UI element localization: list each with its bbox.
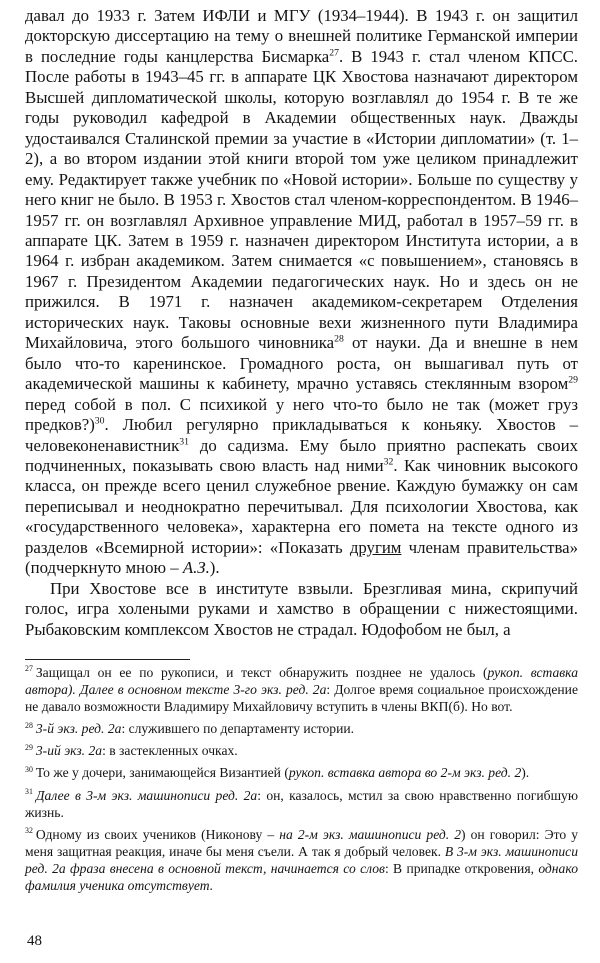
footnote-ref-29[interactable]: 29 bbox=[568, 374, 578, 386]
paragraph-2: При Хвостове все в институте взвыли. Брезгливая мина, скрипучий голос, игра холеными руками и хамство в обращении с нижестоящими. Рыбаковским комплексом Хвостов не страдал. Юдофобом не был, а bbox=[25, 578, 578, 639]
footnote-number: 27 bbox=[25, 664, 33, 674]
footnote-29: $^{29}$ 3-ий экз. 2а: в застекленных очках. bbox=[25, 742, 238, 759]
footnote-number: 31 bbox=[25, 787, 33, 797]
footnote-27: $^{27}$ Защищал он ее по рукописи, и текст обнаружить позднее не удалось (рукоп. вставка автора). Далее в основном тексте 3-го экз. ред. 2а: Долгое время социальное происхождение не давало возможности Владимиру Михайловичу вступить в члены ВКП(б). Но вот. bbox=[25, 664, 579, 715]
main-text bbox=[25, 6, 578, 640]
footnote-number: 29 bbox=[25, 742, 33, 752]
footnote-30: $^{30}$ То же у дочери, занимающейся Византией (рукоп. вставка автора во 2-м экз. ред. 2). bbox=[25, 764, 530, 781]
footnote-ref-32[interactable]: 32 bbox=[383, 456, 394, 468]
footnote-number: 32 bbox=[25, 826, 33, 836]
footnote-separator bbox=[25, 659, 190, 660]
underlined-word: другим bbox=[349, 537, 402, 557]
footnote-ref-28[interactable]: 28 bbox=[334, 333, 344, 345]
footnote-ref-30[interactable]: 30 bbox=[94, 415, 105, 427]
footnote-28: $^{28}$ 3-й экз. ред. 2а: служившего по департаменту истории. bbox=[25, 720, 355, 737]
footnotes bbox=[25, 664, 578, 899]
footnote-ref-27[interactable]: 27 bbox=[329, 47, 339, 59]
footnote-ref-31[interactable]: 31 bbox=[179, 435, 190, 447]
page-number: 48 bbox=[27, 933, 42, 949]
footnote-number: 30 bbox=[25, 764, 33, 774]
author-initials: А.З. bbox=[182, 558, 210, 578]
footnote-32: $^{32}$ Одному из своих учеников (Никонову – на 2-м экз. машинописи ред. 2) он говорил: Это у меня защитная реакция, иначе бы меня съели. А так я добрый человек. В 3-м экз. машинописи ред. 2а фраза внесена в основной текст, начинается со слов: В припадке откровения, однако фамилия ученика отсутствует. bbox=[25, 826, 579, 894]
footnote-31: $^{31}$ Далее в 3-м экз. машинописи ред. 2а: он, казалось, мстил за свою нравственно погибшую жизнь. bbox=[25, 787, 578, 820]
paragraph-1: давал до 1933 г. Затем ИФЛИ и МГУ (1934–1944). В 1943 г. он защитил докторскую диссертацию на тему о внешней политике Германской империи в последние годы канцлерства Бисмарка$^{27}$. В 1943 г. стал членом КПСС. После работы в 1943–45 гг. в аппарате ЦК Хвостова назначают директором Высшей дипломатической школы, которую возглавлял до 1954 г. В те же годы руководил кафедрой в Академии общественных наук. Дважды удостаивался Сталинской премии за участие в «Истории дипломатии» (т. 1–2), а во втором издании этой книги второй том уже целиком принадлежит ему. Редактирует также учебник по «Новой истории». Больше по существу у него книг не было. В 1953 г. Хвостов стал членом-корреспондентом. В 1946–1957 гг. он возглавлял Архивное управление МИД, работал в 1957–59 гг. в аппарате ЦК. Затем в 1959 г. назначен директором Института истории, а в 1964 г. избран академиком. Затем снимается «с повышением», становясь в 1967 г. Президентом Академии педагогических наук. Но и здесь он не прижился. В 1971 г. назначен академиком-секретарем Отделения исторических наук. Таковы основные вехи жизненного пути Владимира Михайловича, этого большого чиновника$^{28}$ от науки. Да и внешне в нем было что-то каренинское. Громадного роста, он вышагивал путь от академической машины к кабинету, мрачно уставясь стеклянным взором$^{29}$ перед собой в пол. С психикой у него что-то было не так (может груз предков?)$^{30}$. Любил регулярно прикладываться к коньяку. Хвостов – человеконенавистник$^{31}$ до садизма. Ему было приятно распекать своих подчиненных, показывать свою власть над ними$^{32}$. Как чиновник высокого класса, он прежде всего ценил служебное рвение. Каждую бумажку он сам переписывал и неоднократно перечитывал. Для психологии Хвостова, как «государственного человека», характерна его помета на тексте одного из разделов «Всемирной истории»: «Показать другим членам правительства» (подчеркнуто мною – А.З.). bbox=[25, 6, 578, 578]
footnote-number: 28 bbox=[25, 720, 33, 730]
